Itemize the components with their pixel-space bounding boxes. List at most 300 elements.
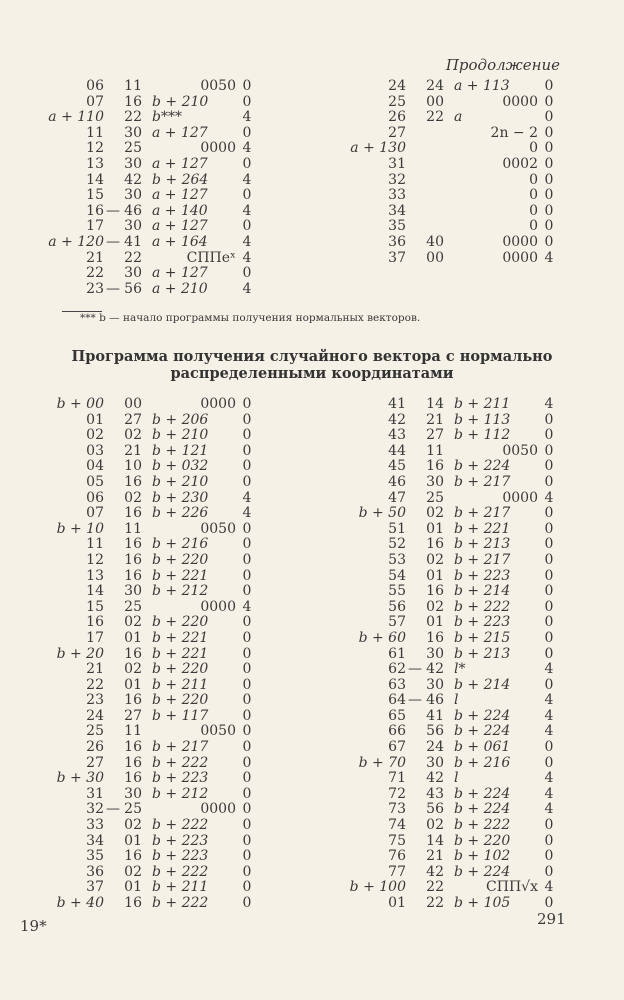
cell-addr: 31 bbox=[388, 155, 406, 172]
cell-flag: 4 bbox=[242, 202, 252, 219]
cell-addr: 13 bbox=[86, 567, 104, 584]
cell-op: b + 217 bbox=[454, 473, 511, 490]
footnote: *** b — начало программы получения нормальных векторов. bbox=[80, 312, 421, 324]
cell-op: a + 127 bbox=[152, 155, 208, 172]
cell-code: 14 bbox=[426, 396, 444, 412]
cell-flag: 0 bbox=[242, 218, 252, 235]
cell-flag: 0 bbox=[242, 879, 252, 896]
cell-code: 16 bbox=[426, 458, 444, 475]
cell-flag: 4 bbox=[544, 249, 554, 266]
cell-addr: 14 bbox=[86, 583, 104, 600]
cell-op: a + 164 bbox=[152, 233, 208, 250]
cell-code: 30 bbox=[124, 218, 142, 235]
cell-flag: 0 bbox=[242, 583, 252, 600]
cell-flag: 0 bbox=[242, 661, 252, 678]
continuation-label: Продолжение bbox=[445, 56, 560, 74]
cell-op: b + 226 bbox=[152, 505, 209, 522]
cell-flag: 0 bbox=[544, 832, 554, 849]
cell-code: 16 bbox=[124, 567, 142, 584]
cell-code: 46 bbox=[426, 692, 444, 709]
cell-flag: 0 bbox=[242, 155, 252, 172]
cell-op: 0 bbox=[529, 171, 538, 188]
cell-addr: 37 bbox=[86, 879, 104, 896]
cell-flag: 0 bbox=[242, 411, 252, 428]
cell-addr: 24 bbox=[86, 707, 104, 724]
cell-addr: b + 40 bbox=[56, 895, 104, 911]
cell-addr: 56 bbox=[388, 598, 406, 615]
cell-code: 01 bbox=[426, 567, 444, 584]
cell-op: b + 224 bbox=[454, 723, 511, 740]
cell-op: b + 230 bbox=[152, 489, 209, 506]
cell-op: b + 217 bbox=[454, 551, 511, 568]
cell-flag: 4 bbox=[544, 723, 554, 740]
cell-flag: 0 bbox=[242, 832, 252, 849]
cell-op: b + 211 bbox=[454, 396, 511, 412]
cell-code: 30 bbox=[426, 645, 444, 662]
cell-op: b + 212 bbox=[152, 583, 209, 600]
cell-code: 01 bbox=[426, 520, 444, 537]
cell-op: b + 213 bbox=[454, 536, 511, 553]
cell-addr: 62 bbox=[388, 661, 406, 678]
cell-flag: 0 bbox=[242, 770, 252, 787]
cell-op: b + 217 bbox=[152, 739, 209, 756]
cell-flag: 0 bbox=[242, 692, 252, 709]
cell-flag: 4 bbox=[242, 109, 252, 126]
cell-flag: 0 bbox=[242, 520, 252, 537]
cell-op: b + 206 bbox=[152, 411, 209, 428]
cell-flag: 0 bbox=[242, 551, 252, 568]
cell-code: 16 bbox=[124, 754, 142, 771]
cell-op: b + 121 bbox=[152, 442, 209, 459]
cell-flag: 4 bbox=[242, 233, 252, 250]
cell-code: 11 bbox=[124, 723, 142, 740]
cell-addr: 74 bbox=[388, 817, 406, 834]
cell-flag: 0 bbox=[242, 78, 252, 94]
cell-addr: 12 bbox=[86, 551, 104, 568]
cell-flag: 4 bbox=[544, 707, 554, 724]
cell-addr: 54 bbox=[388, 567, 406, 584]
cell-addr: 61 bbox=[388, 645, 406, 662]
cell-code: 30 bbox=[124, 785, 142, 802]
cell-flag: 0 bbox=[242, 895, 252, 911]
cell-flag: 4 bbox=[544, 489, 554, 506]
cell-addr: 63 bbox=[388, 676, 406, 693]
cell-code: 02 bbox=[124, 817, 142, 834]
cell-flag: 0 bbox=[242, 848, 252, 865]
cell-flag: 0 bbox=[242, 785, 252, 802]
cell-addr: 15 bbox=[86, 187, 104, 204]
cell-addr: 25 bbox=[86, 723, 104, 740]
cell-addr: b + 10 bbox=[56, 520, 104, 537]
cell-flag: 4 bbox=[242, 598, 252, 615]
cell-addr: 24 bbox=[388, 78, 406, 94]
cell-addr: a + 130 bbox=[350, 140, 406, 157]
cell-op: b + 224 bbox=[454, 863, 511, 880]
cell-addr: 14 bbox=[86, 171, 104, 188]
cell-dash: — bbox=[106, 233, 120, 250]
cell-flag: 0 bbox=[242, 754, 252, 771]
cell-flag: 0 bbox=[544, 93, 554, 110]
cell-addr: 07 bbox=[86, 505, 104, 522]
cell-code: 14 bbox=[426, 832, 444, 849]
cell-flag: 0 bbox=[242, 676, 252, 693]
cell-op: b + 222 bbox=[152, 895, 209, 911]
cell-addr: 13 bbox=[86, 155, 104, 172]
cell-op: b + 222 bbox=[152, 863, 209, 880]
cell-op: b + 222 bbox=[454, 598, 511, 615]
cell-addr: 47 bbox=[388, 489, 406, 506]
cell-addr: 53 bbox=[388, 551, 406, 568]
cell-code: 42 bbox=[426, 770, 444, 787]
cell-op: b + 113 bbox=[454, 411, 511, 428]
cell-code: 30 bbox=[124, 124, 142, 141]
cell-code: 56 bbox=[426, 801, 444, 818]
cell-code: 41 bbox=[426, 707, 444, 724]
cell-flag: 0 bbox=[544, 473, 554, 490]
cell-code: 43 bbox=[426, 785, 444, 802]
cell-flag: 0 bbox=[544, 614, 554, 631]
cell-code: 30 bbox=[124, 265, 142, 282]
cell-op: a + 127 bbox=[152, 218, 208, 235]
cell-op: b + 215 bbox=[454, 629, 511, 646]
cell-dash: — bbox=[106, 202, 120, 219]
cell-flag: 0 bbox=[544, 124, 554, 141]
cell-addr: 12 bbox=[86, 140, 104, 157]
cell-addr: 27 bbox=[86, 754, 104, 771]
cell-addr: 57 bbox=[388, 614, 406, 631]
cell-op: a + 140 bbox=[152, 202, 208, 219]
cell-flag: 0 bbox=[544, 202, 554, 219]
cell-op: 0000 bbox=[502, 249, 538, 266]
cell-op: 0000 bbox=[502, 233, 538, 250]
cell-flag: 0 bbox=[544, 442, 554, 459]
cell-op: b + 220 bbox=[454, 832, 511, 849]
cell-code: 41 bbox=[124, 233, 142, 250]
cell-op: b + 224 bbox=[454, 458, 511, 475]
cell-flag: 0 bbox=[242, 124, 252, 141]
cell-op: b + 213 bbox=[454, 645, 511, 662]
cell-addr: 52 bbox=[388, 536, 406, 553]
cell-addr: 32 bbox=[388, 171, 406, 188]
cell-addr: 33 bbox=[86, 817, 104, 834]
cell-addr: 45 bbox=[388, 458, 406, 475]
cell-addr: 35 bbox=[388, 218, 406, 235]
cell-addr: 35 bbox=[86, 848, 104, 865]
cell-addr: b + 50 bbox=[358, 505, 406, 522]
cell-flag: 0 bbox=[242, 187, 252, 204]
cell-flag: 0 bbox=[242, 629, 252, 646]
cell-flag: 0 bbox=[544, 598, 554, 615]
cell-code: 16 bbox=[124, 770, 142, 787]
cell-op: b + 223 bbox=[454, 567, 511, 584]
cell-addr: 34 bbox=[86, 832, 104, 849]
cell-addr: 55 bbox=[388, 583, 406, 600]
cell-addr: 37 bbox=[388, 249, 406, 266]
cell-addr: 02 bbox=[86, 427, 104, 444]
cell-flag: 4 bbox=[544, 396, 554, 412]
cell-op: 0050 bbox=[200, 78, 236, 94]
cell-flag: 0 bbox=[544, 427, 554, 444]
cell-addr: 17 bbox=[86, 218, 104, 235]
cell-flag: 4 bbox=[242, 171, 252, 188]
cell-op: b + 210 bbox=[152, 93, 209, 110]
cell-code: 16 bbox=[426, 629, 444, 646]
cell-op: 0000 bbox=[200, 396, 236, 412]
cell-flag: 4 bbox=[242, 140, 252, 157]
cell-op: 0 bbox=[529, 187, 538, 204]
cell-flag: 0 bbox=[544, 171, 554, 188]
cell-op: СПП√x bbox=[486, 879, 538, 896]
cell-addr: 03 bbox=[86, 442, 104, 459]
cell-addr: 41 bbox=[388, 396, 406, 412]
cell-op: b + 220 bbox=[152, 692, 209, 709]
cell-op: b + 223 bbox=[152, 832, 209, 849]
cell-op: b + 222 bbox=[152, 754, 209, 771]
cell-addr: 66 bbox=[388, 723, 406, 740]
cell-code: 24 bbox=[426, 78, 444, 94]
cell-code: 27 bbox=[124, 411, 142, 428]
cell-addr: 01 bbox=[388, 895, 406, 911]
cell-code: 01 bbox=[124, 629, 142, 646]
cell-addr: 22 bbox=[86, 676, 104, 693]
cell-op: 0050 bbox=[502, 442, 538, 459]
cell-code: 25 bbox=[124, 598, 142, 615]
cell-op: b*** bbox=[152, 109, 182, 126]
cell-code: 16 bbox=[124, 645, 142, 662]
cell-addr: b + 20 bbox=[56, 645, 104, 662]
cell-flag: 0 bbox=[242, 567, 252, 584]
cell-code: 30 bbox=[426, 473, 444, 490]
page-number: 291 bbox=[537, 910, 566, 928]
cell-code: 00 bbox=[426, 93, 444, 110]
section-title-line-1: Программа получения случайного вектора с нормально bbox=[71, 348, 553, 365]
cell-addr: 36 bbox=[86, 863, 104, 880]
cell-addr: 15 bbox=[86, 598, 104, 615]
cell-op: 0000 bbox=[502, 93, 538, 110]
section-title bbox=[0, 348, 624, 382]
cell-op: b + 212 bbox=[152, 785, 209, 802]
cell-flag: 0 bbox=[242, 93, 252, 110]
cell-addr: 67 bbox=[388, 739, 406, 756]
cell-op: l bbox=[454, 692, 459, 709]
cell-op: 0 bbox=[529, 202, 538, 219]
cell-op: b + 105 bbox=[454, 895, 511, 911]
cell-op: b + 221 bbox=[152, 645, 209, 662]
cell-addr: 33 bbox=[388, 187, 406, 204]
cell-code: 16 bbox=[426, 583, 444, 600]
cell-addr: 44 bbox=[388, 442, 406, 459]
cell-op: b + 221 bbox=[152, 629, 209, 646]
cell-op: 0002 bbox=[502, 155, 538, 172]
cell-code: 42 bbox=[426, 863, 444, 880]
cell-op: b + 211 bbox=[152, 676, 209, 693]
cell-code: 22 bbox=[426, 109, 444, 126]
cell-code: 02 bbox=[124, 614, 142, 631]
cell-code: 30 bbox=[426, 676, 444, 693]
cell-op: b + 222 bbox=[454, 817, 511, 834]
cell-code: 56 bbox=[124, 280, 142, 297]
cell-code: 22 bbox=[124, 249, 142, 266]
cell-flag: 0 bbox=[544, 848, 554, 865]
cell-op: a + 210 bbox=[152, 280, 208, 297]
cell-addr: 46 bbox=[388, 473, 406, 490]
cell-op: b + 223 bbox=[454, 614, 511, 631]
cell-addr: 01 bbox=[86, 411, 104, 428]
cell-code: 27 bbox=[426, 427, 444, 444]
cell-flag: 0 bbox=[544, 233, 554, 250]
cell-addr: 23 bbox=[86, 280, 104, 297]
cell-addr: 23 bbox=[86, 692, 104, 709]
cell-code: 16 bbox=[124, 473, 142, 490]
cell-op: b + 223 bbox=[152, 770, 209, 787]
cell-flag: 4 bbox=[544, 785, 554, 802]
cell-addr: 16 bbox=[86, 614, 104, 631]
cell-op: a + 127 bbox=[152, 187, 208, 204]
cell-flag: 4 bbox=[544, 801, 554, 818]
cell-flag: 0 bbox=[544, 863, 554, 880]
cell-flag: 4 bbox=[242, 280, 252, 297]
cell-op: b + 221 bbox=[152, 567, 209, 584]
cell-op: b + 102 bbox=[454, 848, 511, 865]
cell-op: b + 224 bbox=[454, 785, 511, 802]
cell-flag: 4 bbox=[544, 770, 554, 787]
signature-mark: 19* bbox=[20, 917, 47, 935]
cell-code: 25 bbox=[124, 140, 142, 157]
cell-addr: b + 00 bbox=[56, 396, 104, 412]
cell-code: 30 bbox=[124, 155, 142, 172]
cell-code: 22 bbox=[426, 895, 444, 911]
cell-flag: 0 bbox=[544, 78, 554, 94]
cell-op: b + 224 bbox=[454, 707, 511, 724]
cell-op: b + 221 bbox=[454, 520, 511, 537]
cell-op: a + 113 bbox=[454, 78, 510, 94]
cell-addr: b + 70 bbox=[358, 754, 406, 771]
cell-code: 10 bbox=[124, 458, 142, 475]
cell-op: 0050 bbox=[200, 723, 236, 740]
cell-code: 16 bbox=[124, 692, 142, 709]
cell-flag: 0 bbox=[544, 458, 554, 475]
cell-flag: 0 bbox=[544, 536, 554, 553]
cell-op: b + 224 bbox=[454, 801, 511, 818]
cell-op: b + 264 bbox=[152, 171, 209, 188]
cell-op: b + 210 bbox=[152, 473, 209, 490]
cell-code: 16 bbox=[124, 895, 142, 911]
cell-code: 40 bbox=[426, 233, 444, 250]
cell-addr: 11 bbox=[86, 124, 104, 141]
cell-code: 02 bbox=[426, 598, 444, 615]
cell-code: 16 bbox=[124, 536, 142, 553]
cell-addr: 51 bbox=[388, 520, 406, 537]
cell-dash: — bbox=[106, 280, 120, 297]
cell-addr: 16 bbox=[86, 202, 104, 219]
cell-addr: 25 bbox=[388, 93, 406, 110]
cell-flag: 0 bbox=[544, 218, 554, 235]
cell-addr: 76 bbox=[388, 848, 406, 865]
cell-code: 16 bbox=[124, 739, 142, 756]
cell-flag: 0 bbox=[242, 442, 252, 459]
cell-dash: — bbox=[408, 661, 422, 678]
cell-code: 02 bbox=[124, 661, 142, 678]
cell-flag: 4 bbox=[544, 879, 554, 896]
cell-code: 46 bbox=[124, 202, 142, 219]
cell-code: 11 bbox=[426, 442, 444, 459]
cell-code: 21 bbox=[124, 442, 142, 459]
cell-addr: 22 bbox=[86, 265, 104, 282]
cell-flag: 0 bbox=[242, 723, 252, 740]
cell-addr: 65 bbox=[388, 707, 406, 724]
cell-flag: 0 bbox=[544, 754, 554, 771]
cell-addr: 36 bbox=[388, 233, 406, 250]
cell-op: b + 223 bbox=[152, 848, 209, 865]
cell-flag: 0 bbox=[242, 265, 252, 282]
cell-code: 01 bbox=[124, 676, 142, 693]
cell-flag: 0 bbox=[544, 505, 554, 522]
cell-op: a bbox=[454, 109, 463, 126]
cell-code: 56 bbox=[426, 723, 444, 740]
cell-flag: 0 bbox=[544, 140, 554, 157]
cell-flag: 0 bbox=[544, 411, 554, 428]
cell-code: 11 bbox=[124, 78, 142, 94]
cell-op: 0000 bbox=[200, 598, 236, 615]
cell-code: 16 bbox=[124, 848, 142, 865]
cell-op: 0050 bbox=[200, 520, 236, 537]
cell-flag: 4 bbox=[242, 249, 252, 266]
cell-op: 0 bbox=[529, 218, 538, 235]
cell-addr: b + 30 bbox=[56, 770, 104, 787]
cell-addr: 26 bbox=[86, 739, 104, 756]
cell-addr: 42 bbox=[388, 411, 406, 428]
cell-addr: 17 bbox=[86, 629, 104, 646]
cell-addr: 05 bbox=[86, 473, 104, 490]
cell-op: b + 211 bbox=[152, 879, 209, 896]
cell-op: b + 117 bbox=[152, 707, 209, 724]
cell-code: 42 bbox=[426, 661, 444, 678]
cell-code: 16 bbox=[124, 505, 142, 522]
cell-addr: a + 110 bbox=[48, 109, 104, 126]
cell-addr: 21 bbox=[86, 249, 104, 266]
cell-addr: 06 bbox=[86, 78, 104, 94]
cell-op: b + 210 bbox=[152, 427, 209, 444]
cell-op: l* bbox=[454, 661, 466, 678]
cell-flag: 0 bbox=[242, 817, 252, 834]
cell-flag: 0 bbox=[242, 614, 252, 631]
section-title-line-2: распределенными координатами bbox=[170, 365, 454, 382]
cell-op: 0 bbox=[529, 140, 538, 157]
cell-op: b + 220 bbox=[152, 551, 209, 568]
cell-dash: — bbox=[106, 801, 120, 818]
cell-code: 21 bbox=[426, 848, 444, 865]
cell-op: b + 220 bbox=[152, 661, 209, 678]
cell-addr: 27 bbox=[388, 124, 406, 141]
cell-flag: 0 bbox=[544, 109, 554, 126]
cell-code: 02 bbox=[426, 551, 444, 568]
cell-code: 16 bbox=[426, 536, 444, 553]
cell-op: 0000 bbox=[200, 801, 236, 818]
cell-code: 27 bbox=[124, 707, 142, 724]
cell-op: b + 220 bbox=[152, 614, 209, 631]
cell-code: 02 bbox=[124, 427, 142, 444]
cell-flag: 0 bbox=[544, 155, 554, 172]
cell-addr: 26 bbox=[388, 109, 406, 126]
cell-flag: 0 bbox=[242, 645, 252, 662]
cell-code: 00 bbox=[426, 249, 444, 266]
cell-addr: 43 bbox=[388, 427, 406, 444]
cell-op: b + 061 bbox=[454, 739, 511, 756]
cell-addr: 07 bbox=[86, 93, 104, 110]
cell-addr: 72 bbox=[388, 785, 406, 802]
cell-op: b + 214 bbox=[454, 583, 511, 600]
cell-code: 30 bbox=[124, 187, 142, 204]
